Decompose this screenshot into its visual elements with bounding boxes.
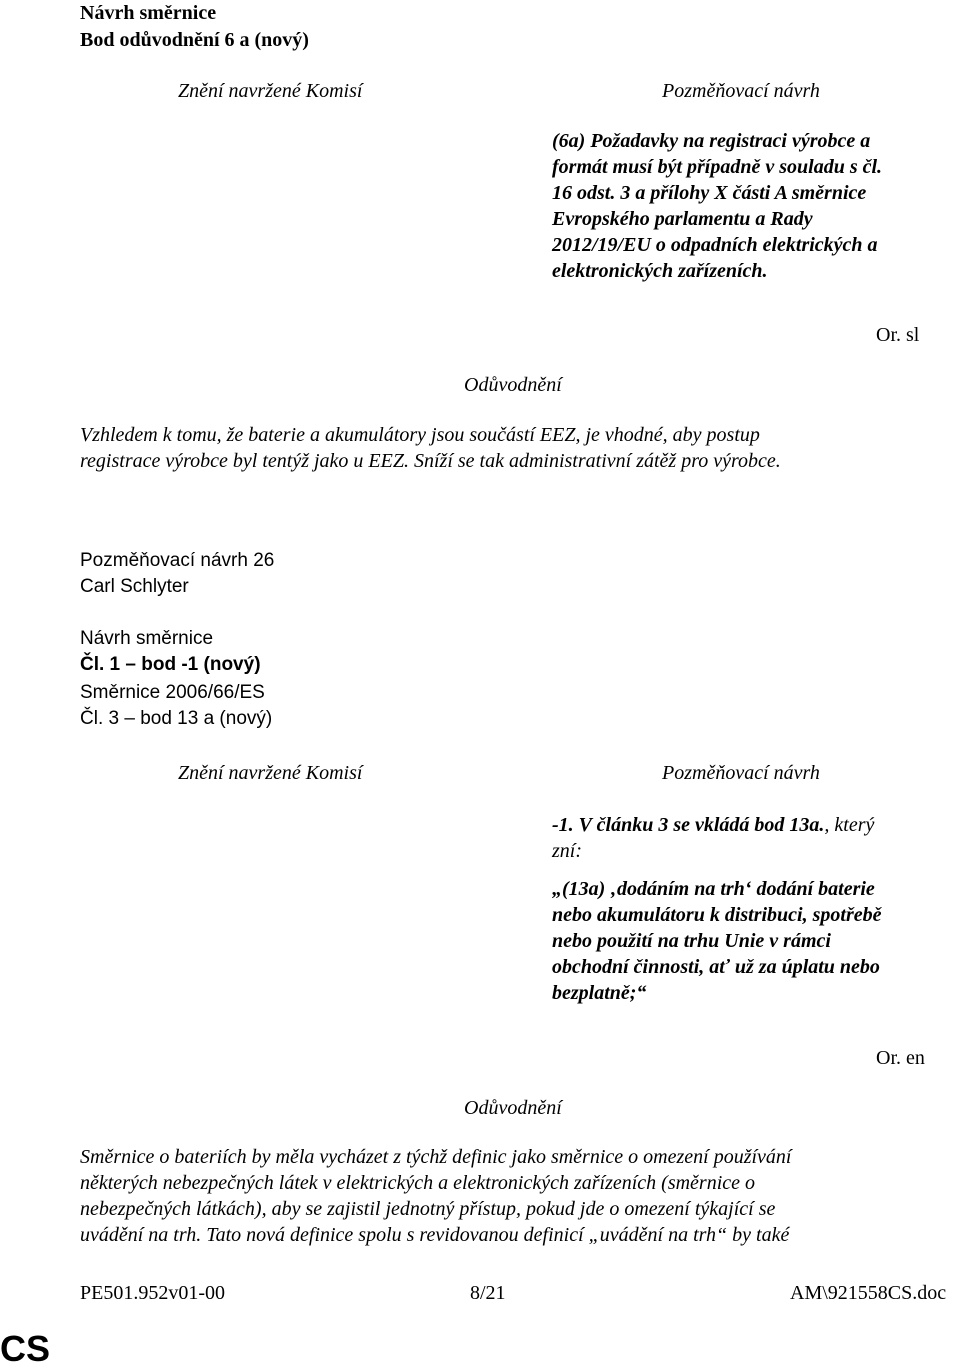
amendment-line: formát musí být případně v souladu s čl. [552,156,883,178]
justification-line: uvádění na trh. Tato nová definice spolu s revidovanou definicí „uvádění na trh“ by také [80,1224,790,1246]
article-reference: Čl. 1 – bod -1 (nový) [80,654,261,675]
amendment-title: Pozměňovací návrh 26 [80,550,275,571]
insertion-statement-bold: -1. V článku 3 se vkládá bod 13a. [552,814,825,836]
definition-line: nebo použití na trhu Unie v rámci [552,930,831,952]
insertion-statement [552,812,952,864]
justification-text [80,422,910,474]
justification-line: Směrnice o bateriích by měla vycházet z týchž definic jako směrnice o omezení používání [80,1146,792,1168]
amendment-text [552,128,952,284]
definition-text [552,876,952,1006]
column-label-commission-text: Znění navržené Komisí [178,762,363,784]
definition-line: nebo akumulátoru k distribuci, spotřebě [552,904,882,926]
proposal-heading: Návrh směrnice [80,2,217,24]
footer-document-reference: PE501.952v01-00 [80,1282,225,1304]
column-label-amendment: Pozměňovací návrh [662,80,820,102]
definition-line: bezplatně;“ [552,982,647,1004]
justification-heading: Odůvodnění [464,374,562,396]
justification-line: některých nebezpečných látek v elektrických a elektronických zařízeních (směrnice o [80,1172,756,1194]
justification-line: Vzhledem k tomu, že baterie a akumulátory jsou součástí EEZ, je vhodné, aby postup [80,424,760,446]
amendment-line: 16 odst. 3 a přílohy X části A směrnice [552,182,867,204]
amendment-line: elektronických zařízeních. [552,260,768,282]
definition-line: „(13a) ‚dodáním na trh‘ dodání baterie [552,878,875,900]
footer-file-reference: AM\921558CS.doc [790,1282,947,1304]
original-language: Or. en [876,1047,925,1069]
recital-heading: Bod odůvodnění 6 a (nový) [80,29,309,51]
justification-line: registrace výrobce byl tentýž jako u EEZ. Sníží se tak administrativní zátěž pro výrobce. [80,450,781,472]
amendment-line: (6a) Požadavky na registraci výrobce a [552,130,871,152]
proposal-heading: Návrh směrnice [80,628,214,649]
language-code: CS [0,1328,51,1369]
column-label-commission-text: Znění navržené Komisí [178,80,363,102]
definition-line: obchodní činnosti, ať už za úplatu nebo [552,956,880,978]
insertion-statement-rest: , který [824,814,875,836]
original-language: Or. sl [876,324,920,346]
justification-text [80,1144,910,1248]
insertion-statement-line: zní: [552,840,582,862]
column-label-amendment: Pozměňovací návrh [662,762,820,784]
justification-heading: Odůvodnění [464,1097,562,1119]
amendment-author: Carl Schlyter [80,576,189,597]
amendment-line: 2012/19/EU o odpadních elektrických a [552,234,878,256]
directive-reference: Směrnice 2006/66/ES [80,682,265,703]
justification-line: nebezpečných látkách), aby se zajistil jednotný přístup, pokud jde o omezení týkající se [80,1198,776,1220]
footer-page-number: 8/21 [470,1282,506,1304]
amendment-line: Evropského parlamentu a Rady [552,208,813,230]
directive-article-reference: Čl. 3 – bod 13 a (nový) [80,708,273,729]
